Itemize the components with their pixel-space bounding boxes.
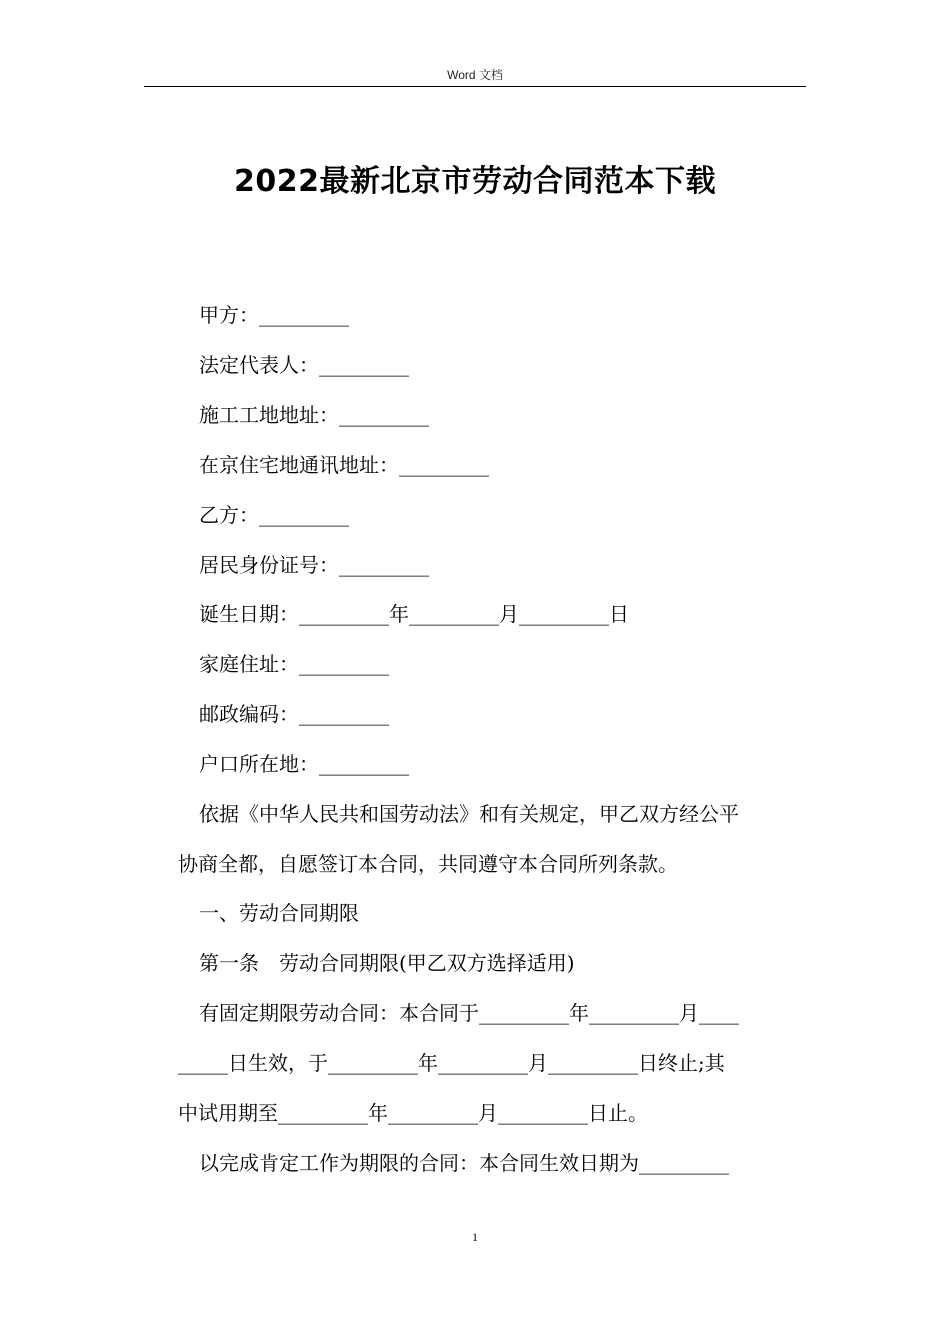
paragraph-line: 以完成肯定工作为期限的合同：本合同生效日期为_________	[199, 1151, 729, 1175]
article-heading: 第一条 劳动合同期限(甲乙双方选择适用)	[199, 951, 575, 975]
site-address-line: 施工工地地址：_________	[199, 403, 429, 427]
paragraph-line: 依据《中华人民共和国劳动法》和有关规定，甲乙双方经公平	[199, 802, 739, 826]
postal-code-line: 邮政编码：_________	[199, 702, 389, 726]
page-number: 1	[472, 1230, 478, 1244]
beijing-address-line: 在京住宅地通讯地址：_________	[199, 453, 489, 477]
header-divider	[144, 86, 806, 87]
id-number-line: 居民身份证号：_________	[199, 553, 429, 577]
paragraph-line: 中试用期至_________年_________月_________日止。	[178, 1101, 648, 1125]
paragraph-line: _____日生效，于_________年_________月_________日终止;其	[178, 1051, 725, 1075]
page-header: Word 文档	[447, 68, 503, 82]
party-a-line: 甲方：_________	[199, 303, 349, 327]
document-title: 2022最新北京市劳动合同范本下载	[234, 164, 716, 199]
legal-representative-line: 法定代表人：_________	[199, 353, 409, 377]
party-b-line: 乙方：_________	[199, 503, 349, 527]
birth-date-line: 诞生日期：_________年_________月_________日	[199, 602, 629, 626]
household-registration-line: 户口所在地：_________	[199, 752, 409, 776]
home-address-line: 家庭住址：_________	[199, 652, 389, 676]
paragraph-line: 有固定期限劳动合同：本合同于_________年_________月____	[199, 1001, 739, 1025]
section-heading: 一、劳动合同期限	[199, 901, 359, 925]
paragraph-line: 协商全都，自愿签订本合同，共同遵守本合同所列条款。	[178, 852, 678, 876]
